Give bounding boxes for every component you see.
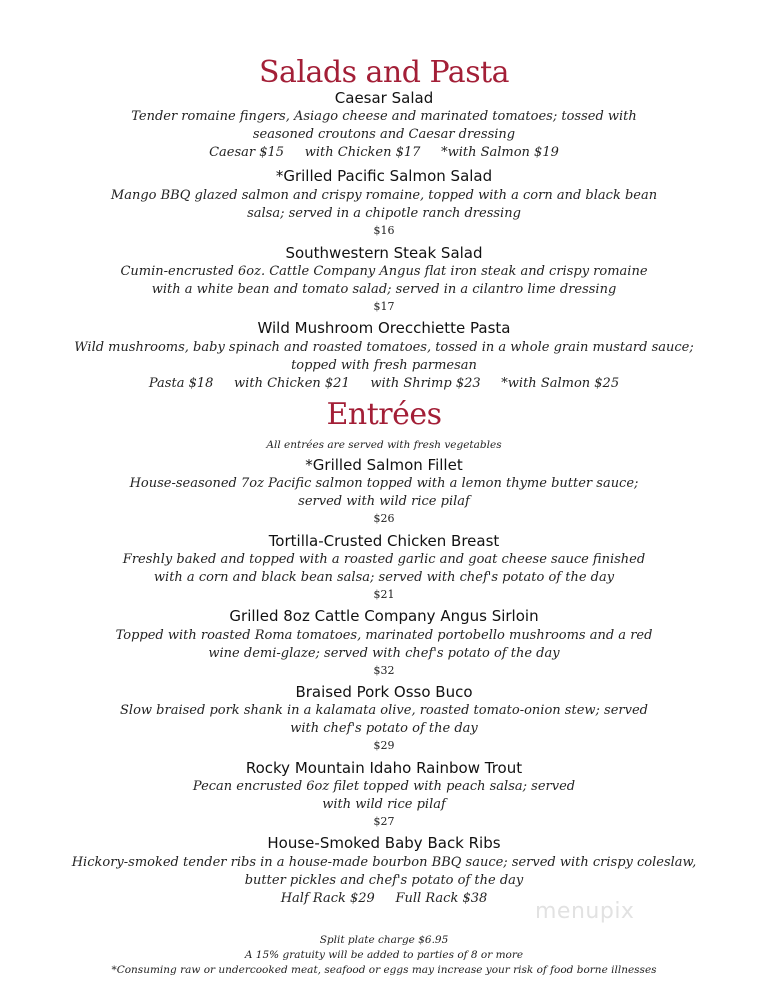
sirloin-name: Grilled 8oz Cattle Company Angus Sirloin xyxy=(229,607,539,625)
salads-section-title: Salads and Pasta xyxy=(258,55,510,90)
trout-name: Rocky Mountain Idaho Rainbow Trout xyxy=(245,759,523,777)
entrees-subtitle: All entrées are served with fresh vegetables xyxy=(266,439,502,451)
osso-buco-price: $29 xyxy=(373,739,395,752)
ribs-options: Half Rack $29 Full Rack $38 xyxy=(280,891,488,906)
pasta-options: Pasta $18 with Chicken $21 with Shrimp $23 *with Salmon $25 xyxy=(148,376,620,391)
chicken-desc-line2: with a corn and black bean salsa; served with chef's potato of the day xyxy=(153,570,615,585)
salmon-salad-desc-line1: Mango BBQ glazed salmon and crispy romaine, topped with a corn and black bean xyxy=(110,188,658,203)
trout-desc-line2: with wild rice pilaf xyxy=(322,797,446,812)
sirloin-desc-line1: Topped with roasted Roma tomatoes, marinated portobello mushrooms and a red xyxy=(115,628,653,643)
entrees-section-title: Entrées xyxy=(326,397,442,432)
chicken-desc-line1: Freshly baked and topped with a roasted garlic and goat cheese sauce finished xyxy=(122,552,646,567)
ribs-desc-line1: Hickory-smoked tender ribs in a house-made bourbon BBQ sauce; served with crispy coleslaw, xyxy=(71,855,697,870)
salmon-salad-desc-line2: salsa; served in a chipotle ranch dressing xyxy=(247,206,521,221)
menupix-watermark: menupix xyxy=(535,899,635,924)
sirloin-desc-line2: wine demi-glaze; served with chef's potato of the day xyxy=(208,646,560,661)
salmon-fillet-desc-line1: House-seasoned 7oz Pacific salmon topped with a lemon thyme butter sauce; xyxy=(129,476,639,491)
osso-buco-desc-line1: Slow braised pork shank in a kalamata olive, roasted tomato-onion stew; served xyxy=(120,703,648,718)
pasta-name: Wild Mushroom Orecchiette Pasta xyxy=(257,319,511,337)
steak-salad-price: $17 xyxy=(373,300,395,313)
steak-salad-desc-line1: Cumin-encrusted 6oz. Cattle Company Angus flat iron steak and crispy romaine xyxy=(120,264,648,279)
steak-salad-desc-line2: with a white bean and tomato salad; served in a cilantro lime dressing xyxy=(151,282,617,297)
sirloin-price: $32 xyxy=(373,664,395,677)
caesar-salad-options: Caesar $15 with Chicken $17 *with Salmon $19 xyxy=(209,145,559,160)
caesar-salad-desc-line2: seasoned croutons and Caesar dressing xyxy=(252,127,516,142)
caesar-salad-desc-line1: Tender romaine fingers, Asiago cheese and marinated tomatoes; tossed with xyxy=(131,109,637,124)
pasta-desc-line1: Wild mushrooms, baby spinach and roasted tomatoes, tossed in a whole grain mustard sauce; xyxy=(74,340,694,355)
split-plate-note: Split plate charge $6.95 xyxy=(319,934,449,946)
salmon-fillet-price: $26 xyxy=(373,512,395,525)
pasta-desc-line2: topped with fresh parmesan xyxy=(291,358,477,373)
salmon-fillet-name: *Grilled Salmon Fillet xyxy=(305,456,463,474)
gratuity-note: A 15% gratuity will be added to parties of 8 or more xyxy=(244,949,524,961)
caesar-salad-name: Caesar Salad xyxy=(334,89,434,107)
trout-desc-line1: Pecan encrusted 6oz filet topped with peach salsa; served xyxy=(192,779,576,794)
salmon-salad-name: *Grilled Pacific Salmon Salad xyxy=(275,167,493,185)
trout-price: $27 xyxy=(373,815,395,828)
osso-buco-desc-line2: with chef's potato of the day xyxy=(290,721,478,736)
salmon-fillet-desc-line2: served with wild rice pilaf xyxy=(298,494,470,509)
ribs-name: House-Smoked Baby Back Ribs xyxy=(267,834,501,852)
salmon-salad-price: $16 xyxy=(373,224,395,237)
chicken-price: $21 xyxy=(373,588,395,601)
osso-buco-name: Braised Pork Osso Buco xyxy=(295,683,473,701)
raw-food-disclaimer: *Consuming raw or undercooked meat, seafood or eggs may increase your risk of food borne illnesses xyxy=(111,964,657,976)
steak-salad-name: Southwestern Steak Salad xyxy=(285,244,483,262)
chicken-name: Tortilla-Crusted Chicken Breast xyxy=(268,532,500,550)
ribs-desc-line2: butter pickles and chef's potato of the day xyxy=(244,873,524,888)
